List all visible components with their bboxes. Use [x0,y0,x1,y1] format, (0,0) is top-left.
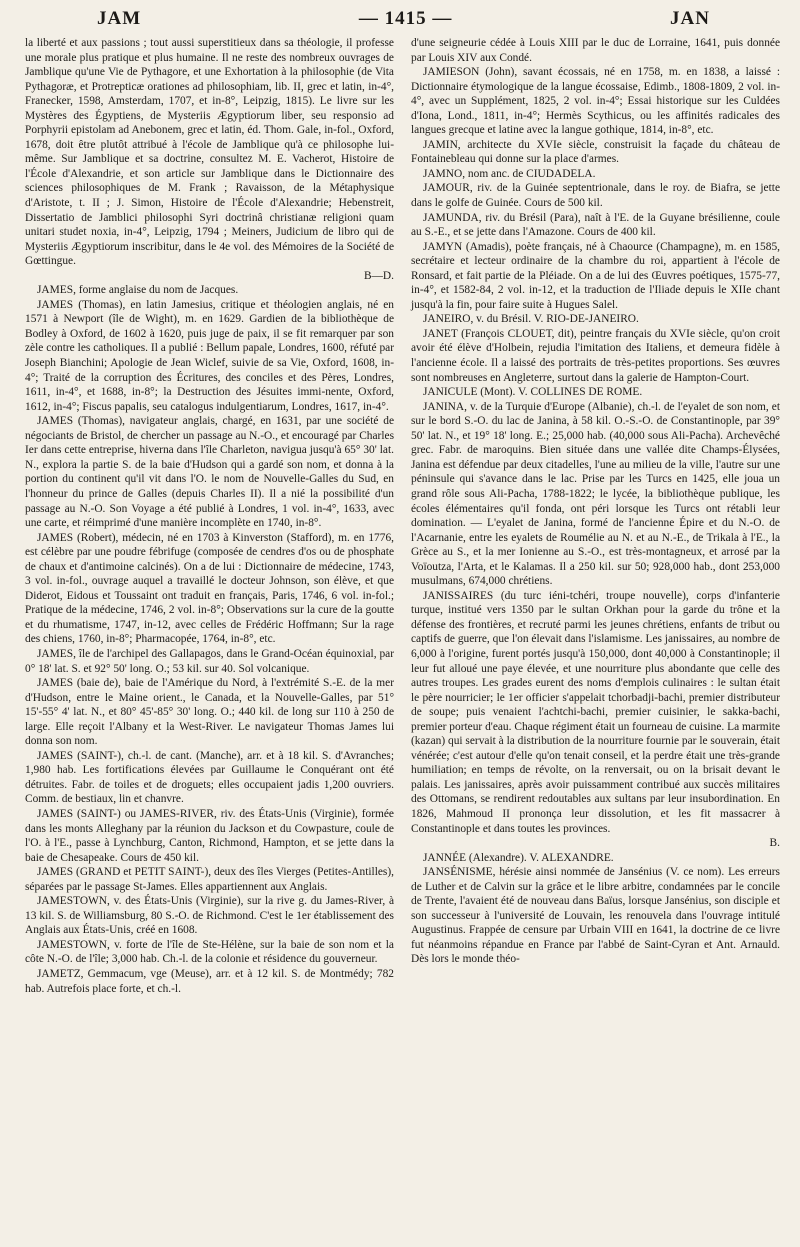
entry-saint-james-manche: JAMES (SAINT-), ch.-l. de cant. (Manche), arr. et à 18 kil. S. d'Avranches; 1,980 hab. Les fortifications élevées par Guillaume le Conquérant ont été détruites. Fabr. de toiles et de droguets; elles occupaient jadis 1,200 ouvriers. Comm. de bestiaux, lin et chanvre. [25,749,394,806]
entry-james-thomas-navigator: JAMES (Thomas), navigateur anglais, chargé, en 1631, par une société de négociants de Bristol, de chercher un passage au N.-O., et encouragé par Charles Ier dans cette entreprise, hiverna dans l'île Charleton, navigua jusqu'à 65° 30' lat. N., explora la partie S. de la baie d'Hudson qui a gardé son nom, et donna à la portion du continent qu'il vit dans l'O. le nom de Nouvelle-Galles du Sud, en l'honneur du prince de Galles (depuis Charles II). Il a nié la possibilité d'un passage au N.-O. Son Voyage a été publié à Londres, 1 vol. in-4°, 1633, avec une carte, et réimprimé d'une manière incomplète en 1740, in-8°. [25,415,394,530]
entry-jamestown-sainte-helene: JAMESTOWN, v. forte de l'île de Ste-Hélène, sur la baie de son nom et la côte N.-O. de l'île; 3,000 hab. Ch.-l. de la colonie et résidence du gouverneur. [25,938,394,966]
entry-janeiro: JANEIRO, v. du Brésil. V. RIO-DE-JANEIRO. [423,313,639,326]
entry-jamin: JAMIN, architecte du XVIe siècle, construisit la façade du château de Fontainebleau qui donne sur la place d'armes. [411,138,780,166]
entry-james-bay: JAMES (baie de), baie de l'Amérique du Nord, à l'extrémité S.-E. de la mer d'Hudson, entre le Maine orient., le Canada, et la Nouvelle-Galles, par 51° 15'-55° 4' lat. N., et 80° 45'-85° 30' long. O.; 440 kil. de long sur 110 à 250 de large. Elle reçoit l'Albany et la West-River. Le navigateur Thomas James lui donna son nom. [25,677,394,748]
entry-james-island: JAMES, île de l'archipel des Gallapagos, dans le Grand-Océan équinoxial, par 0° 18' lat. S. et 92° 50' long. O.; 53 kil. sur 40. Sol volcanique. [25,647,394,675]
entry-janet: JANET (François CLOUET, dit), peintre français du XVIe siècle, qu'on croit avoir été élève d'Holbein, rejudia l'imitation des Italiens, et demeura fidèle à l'ancienne école. Il a laissé des portraits de très-petites proportions. Ses œuvres sont nombreuses en Angleterre, surtout dans la galerie de Hampton-Court. [411,327,780,384]
entry-janina: JANINA, v. de la Turquie d'Europe (Albanie), ch.-l. de l'eyalet de son nom, et sur le bord S.-O. du lac de Janina, à 58 kil. O.-S.-O. de Constantinople, par 39° 50' lat. N., et 19° 18' long. E.; 25,000 hab. (40,000 sous Ali-Pacha). Archevêché grec. Fabr. de maroquins. Bien située dans une vallée dite Champs-Élysées, Janina est défendue par deux citadelles, l'une au milieu de la ville, l'autre sur une péninsule qui s'avance dans le lac. Prise par les Turcs en 1425, elle joua un grand rôle sous Ali-Pacha, 1788-1822; le lycée, la bibliothèque publique, les écoles élémentaires qu'il fonda, ont péri lorsque les Turcs ont rétabli leur domination. — L'eyalet de Janina, formé de l'ancienne Épire et du N.-O. de l'Acarnanie, entre les eyalets de Roumélie au N. et au N.-E., de Trikala à l'E., la Grèce au S., et la mer Ionienne au S.-O., est très-montagneux, et arrosé par la Voïoutza, l'Arta, et le Kalamas. Il a 250 kil. sur 50; 928,000 hab., dont 253,000 musulmans, 674,000 chrétiens. [411,400,780,588]
page-number: — 1415 — [358,8,453,29]
author-signature: B—D. [363,269,394,282]
entry-james-robert: JAMES (Robert), médecin, né en 1703 à Kinverston (Stafford), m. en 1776, est célèbre par une poudre fébrifuge (composée de cendres d'os ou de phosphate de chaux et d'antimoine calcinés). On a de lui : Dictionnaire de médecine, 1743, 3 vol. in-fol., ouvrage auquel a travaillé le docteur Johnson, son élève, et que Diderot, Eidous et Toussaint ont traduit en français, Paris, 1746, 6 vol. in-fol.; Pratique de la médecine, 1746, 2 vol. in-8°; Observations sur la cure de la goutte et du rhumatisme, 1747, in-12, avec celles de Frédéric Hoffmann; Sur la rage des chiens, 1760, in-8°; Pharmacopée, 1764, in-8°, etc. [25,531,394,646]
header-left-word: JAM [97,8,142,29]
right-column [411,36,780,996]
entry-jametz-cont: d'une seigneurie cédée à Louis XIII par le duc de Lorraine, 1641, puis donnée par Louis XIV aux Condé. [411,37,780,64]
entry-jamestown-virginia: JAMESTOWN, v. des États-Unis (Virginie), sur la rive g. du James-River, à 13 kil. S. de Williamsburg, 80 S.-O. de Richmond. C'est le 1er établissement des Anglais aux États-Unis, créé en 1608. [25,895,394,937]
entry-jamyn: JAMYN (Amadis), poète français, né à Chaource (Champagne), m. en 1585, secrétaire et lecteur ordinaire de la chambre du roi, appartient à l'école de Ronsard, et fait partie de la Pléiade. On a de lui des Œuvres poétiques, 1575-77, in-4°, et 1582-84, 2 vol. in-12, et la traduction de l'Iliade depuis le XIIe chant jusqu'à la fin, pour faire suite à Hugues Salel. [411,240,780,311]
entry-jamblique-cont: la liberté et aux passions ; tout aussi superstitieux dans sa théologie, il professe une morale plus pratique et plus humaine. Il ne reste des nombreux ouvrages de Jamblique qu'une Vie de Pythagore, et une Exhortation à la philosophie (de Vita Pythagoræ, et Protrepticæ orationes ad philosophiam, lib. II, grec et latin, in-4°, Franecker, 1598, Amsterdam, 1707, et in-8°, Leipzig, 1815). Le livre sur les Mystères des Égyptiens, de Mysteriis Ægyptiorum liber, seu responsio ad Porphyrii epistolam ad Anebonem, grec et latin, éd. Thom. Gale, in-fol., Oxford, 1678, doit être plutôt attribué à l'école de Jamblique qu'à ce philosophe lui-même. Sur Jamblique et sa doctrine, consultez M. E. Vacherot, Histoire de l'École d'Alexandrie, et son article sur Jamblique dans le Dictionnaire des sciences philosophiques de M. Frank ; Ravaisson, de la Métaphysique d'Aristote, t. II ; J. Simon, Histoire de l'École d'Alexandrie; Hebenstreit, Dissertatio de Jamblici philosophi Syri doctrinâ christianæ religioni quam unitari studet noxia, in-4°, Leipzig, 1794 ; Meiners, Judicium de libro qui de Mysteriis Ægyptiorum inscribitur, dans le 4e vol. des Mémoires de la Société de Gœttingue. [25,37,394,268]
entry-jamieson: JAMIESON (John), savant écossais, né en 1758, m. en 1838, a laissé : Dictionnaire étymologique de la langue écossaise, Edimb., 1808-1809, 2 vol. in-4°, avec un Supplément, 1825, 2 vol. in-4°; Essai historique sur les Culdées d'Iona, Lond., 1811, in-4°; Hermès Scythicus, ou les affinités radicales des langues grecque et latine avec la langue gothique, 1814, in-8°, etc. [411,66,780,137]
running-head [25,8,780,30]
entry-janissaires: JANISSAIRES (du turc iéni-tchéri, troupe nouvelle), corps d'infanterie turque, institué vers 1350 par le sultan Orkhan pour la garde du trône et la défense des frontières, et recruté parmi les jeunes chrétiens, enfants de tribut ou captifs de guerre, que l'on élevait dans l'islamisme. Les janissaires, au nombre de 6,000 à l'origine, furent portés jusqu'à 150,000, dont 40,000 à Constantinople; il leur fut alloué une paye élevée, et une nourriture plus abondante que celle des autres troupes. Les grades eurent des noms d'emplois culinaires : le sultan était le père nourricier; le 1er officier s'appelait tchorbadji-bachi, premier distributeur de soupe; puis venaient l'achtchi-bachi, premier cuisinier, le sakka-bachi, premier porteur d'eau. Chaque régiment était un fourneau de cuisine. La marmite (kazan) qui servait à la distribution de la nourriture fournie par le souverain, était vénérée; c'est autour d'elle qu'on tenait conseil, et la perdre était une très-grande humiliation; en temps de révolte, on la renversait, ou on la brisait devant le palais. Les janissaires, après avoir puissamment contribué aux succès militaires des Ottomans, se rendirent redoutables aux sultans par leur insubordination. En 1826, Mahmoud II prononça leur dissolution, et les fit massacrer à Constantinople et dans toutes les provinces. [411,589,780,835]
entry-janicule: JANICULE (Mont). V. COLLINES DE ROME. [423,386,643,399]
entry-james-thomas-critic: JAMES (Thomas), en latin Jamesius, critique et théologien anglais, né en 1571 à Newport (île de Wight), m. en 1629. Gardien de la bibliothèque de Bodley à Oxford, de 1602 à 1620, puis juge de paix, il se fit remarquer par son zèle contre les catholiques. Il a publié : Bellum papale, Londres, 1600, réfuté par Joseph Bianchini; Apologie de Jean Wiclef, suivie de sa Vie, Oxford, 1608, in-4°; Traité de la corruption des Écritures, des conciles et des Pères, Londres, 1611, in-4°, et 1688, in-8°; la Destruction des Jésuites immi-nente, Oxford, 1612, in-4°; Fiscus papalis, seu catalogus indulgentiarum, Londres, 1617, in-4°. [25,298,394,413]
entry-jamno: JAMNO, nom anc. de CIUDADELA. [423,167,596,180]
two-column-body [25,36,780,996]
entry-jannee: JANNÉE (Alexandre). V. ALEXANDRE. [423,851,614,864]
entry-saint-james-islands: JAMES (GRAND et PETIT SAINT-), deux des îles Vierges (Petites-Antilles), séparées par le passage St-James. Elles appartiennent aux Anglais. [25,866,394,893]
entry-james-river: JAMES (SAINT-) ou JAMES-RIVER, riv. des États-Unis (Virginie), formée dans les monts Alleghany par la réunion du Jackson et du Cowpasture, coule de l'O. à l'E., passe à Lynchburg, Canton, Richmond, Hampton, et se jette dans la baie de Chesapeake. Cours de 450 kil. [25,807,394,864]
header-right-word: JAN [670,8,710,29]
entry-james: JAMES, forme anglaise du nom de Jacques. [37,284,239,297]
left-column [25,36,394,996]
entry-jamunda: JAMUNDA, riv. du Brésil (Para), naît à l'E. de la Guyane brésilienne, coule au S.-E., et se jette dans l'Amazone. Cours de 400 kil. [411,211,780,239]
entry-jansenisme: JANSÉNISME, hérésie ainsi nommée de Jansénius (V. ce nom). Les erreurs de Luther et de Calvin sur la grâce et le libre arbitre, condamnées par le concile de Trente, l'avaient été de nouveau dans Baïus, lorsque Jansénius, son disciple et son successeur à l'université de Louvain, les renouvela dans l'ouvrage intitulé Augustinus. Frappée de censure par Urbain VIII en 1641, la doctrine de ce livre fut néanmoins répandue en France par l'abbé de Saint-Cyran et Ant. Arnauld. Dès lors le monde théo- [411,866,780,966]
author-signature-b: B. [769,837,780,850]
entry-jametz: JAMETZ, Gemmacum, vge (Meuse), arr. et à 12 kil. S. de Montmédy; 782 hab. Autrefois place forte, et ch.-l. [25,968,394,995]
entry-jamour: JAMOUR, riv. de la Guinée septentrionale, dans le roy. de Biafra, se jette dans le golfe de Guinée. Cours de 500 kil. [411,182,780,210]
